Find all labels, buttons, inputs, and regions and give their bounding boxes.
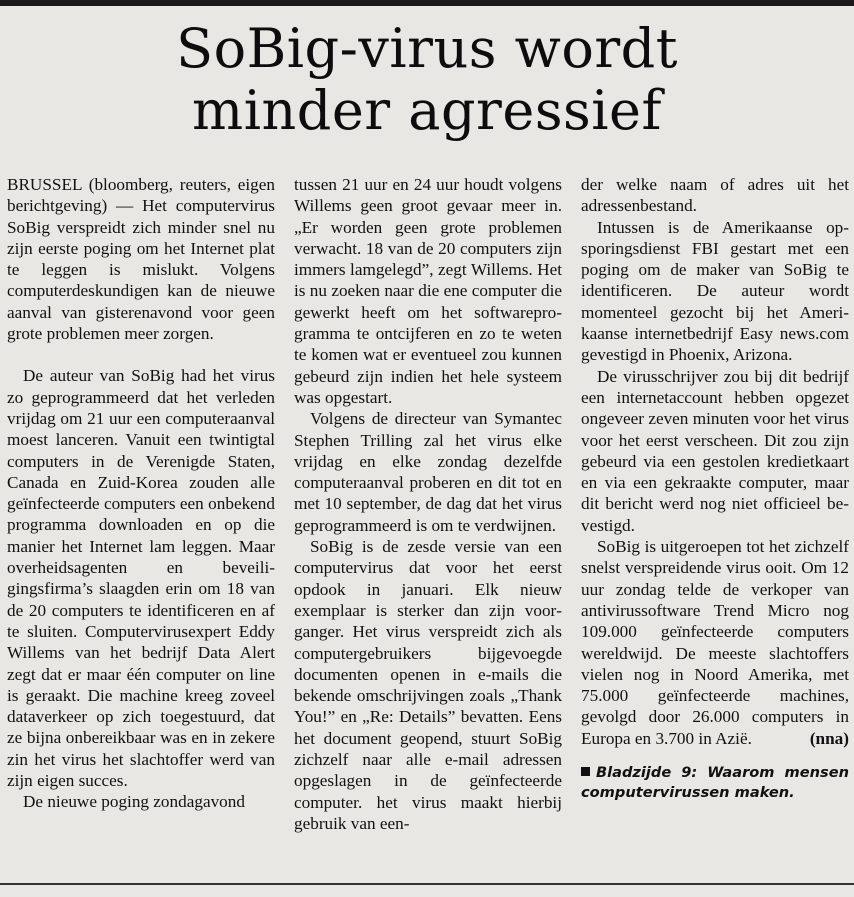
paragraph: SoBig is de zesde versie van een computervirus dat voor het eerst opdook in januari. Elk nieuw exemplaar is sterker dan zijn voorganger. Het virus verspreidt zich als computergebruikers bijgevoegde documenten openen in e-mails die bekende omschrijvingen zoals „Thank You!” en „Re: Details” bevatten. Eens het document geopend, stuurt SoBig zichzelf naar alle e-mail adressen opgeslagen in de geïnfecteerde computer. het virus maakt hierbij gebruik van een-: [294, 537, 562, 833]
headline: [0, 18, 854, 142]
top-rule: [0, 0, 854, 6]
paragraph: De auteur van SoBig had het virus zo geprogrammeerd dat het verleden vrijdag om 21 uur een computeraanval moest lanceren. Vanuit een twintigtal computers in de Verenigde Staten, Canada en Zuid-Korea zouden alle geïnfecteerde computers een onbekend programma downloaden en op die manier het Internet lam leggen. Maar overheidsagenten en beveiligingsfirma’s slaagden erin om 18 van de 20 computers te identificeren en af te sluiten. Computervirusexpert Eddy Willems van het bedrijf Data Alert zegt dat er maar één computer on line is geraakt. Die machine kreeg zoveel dataverkeer op zich toegestuurd, dat ze bijna onbereikbaar was en in zekere zin het virus het slachtoffer werd van zijn eigen succes.: [7, 366, 275, 791]
paragraph: De nieuwe poging zondagavond: [23, 792, 245, 812]
bottom-rule: [0, 883, 854, 885]
see-also-text: Bladzijde 9: Waarom mensen computervirussen maken.: [581, 764, 849, 802]
author-signature: (nna): [809, 728, 849, 748]
paragraph: Volgens de directeur van Symantec Stephen Trilling zal het virus elke vrijdag en elke zondag dezelfde computeraanval proberen en dit tot en met 10 september, de dag dat het virus geprogrammeerd is om te verdwijnen.: [294, 409, 562, 535]
paragraph: der welke naam of adres uit het adressenbestand.: [581, 175, 849, 216]
paragraph: De virusschrijver zou bij dit bedrijf een internetaccount hebben opgezet ongeveer zeven minuten voor het virus voor het eerst verscheen. Dit zou zijn gebeurd via een gestolen kredietkaart en via een gekraakte computer, maar dit bericht werd nog niet officieel bevestigd.: [581, 366, 849, 535]
paragraph-lead: BRUSSEL (bloomberg, reuters, eigen berichtgeving) — Het computervirus SoBig verspreidt zich minder snel nu zijn eerste poging om het Internet plat te leggen is mislukt. Volgens computerdeskundigen kan de nieuwe aanval van gisterenavond voor geen grote problemen meer zorgen.: [7, 175, 275, 344]
paragraph-final: [581, 536, 849, 749]
paragraph: tussen 21 uur en 24 uur houdt volgens Willems geen groot gevaar meer in. „Er worden geen grote problemen verwacht. 18 van de 20 computers zijn immers lamgelegd”, zegt Willems. Het is nu zoeken naar die ene computer die gewerkt heeft om het softwareprogramma te ontcijferen en zo te weten te komen wat er eventueel zou kunnen gebeurd zijn indien het hele systeem was opgestart.: [294, 175, 562, 407]
square-bullet-icon: [581, 767, 590, 776]
paragraph-final-text: SoBig is uitgeroepen tot het zichzelf snelst verspreidende virus ooit. Om 12 uur zondag telde de verkoper van antivirussoftware Trend Micro nog 109.000 geïnfecteerde computers wereldwijd. De meeste slachtoffers vielen nog in Noord Amerika, met 75.000 geïnfecteerde machines, gevolgd door 26.000 computers in Europa en 3.700 in Azië.: [581, 537, 849, 748]
headline-line-2: minder agressief: [192, 79, 662, 142]
see-also-reference: [581, 763, 849, 803]
column-2: [294, 174, 562, 834]
column-1: [7, 174, 275, 813]
paragraph: Intussen is de Amerikaanse opsporingsdienst FBI gestart met een poging om de maker van SoBig te identificeren. De auteur wordt momenteel gezocht bij het Amerikaanse internetbedrijf Easy news.com gevestigd in Phoenix, Arizona.: [581, 217, 849, 365]
headline-line-1: SoBig-virus wordt: [176, 17, 678, 80]
column-3: [581, 174, 849, 803]
